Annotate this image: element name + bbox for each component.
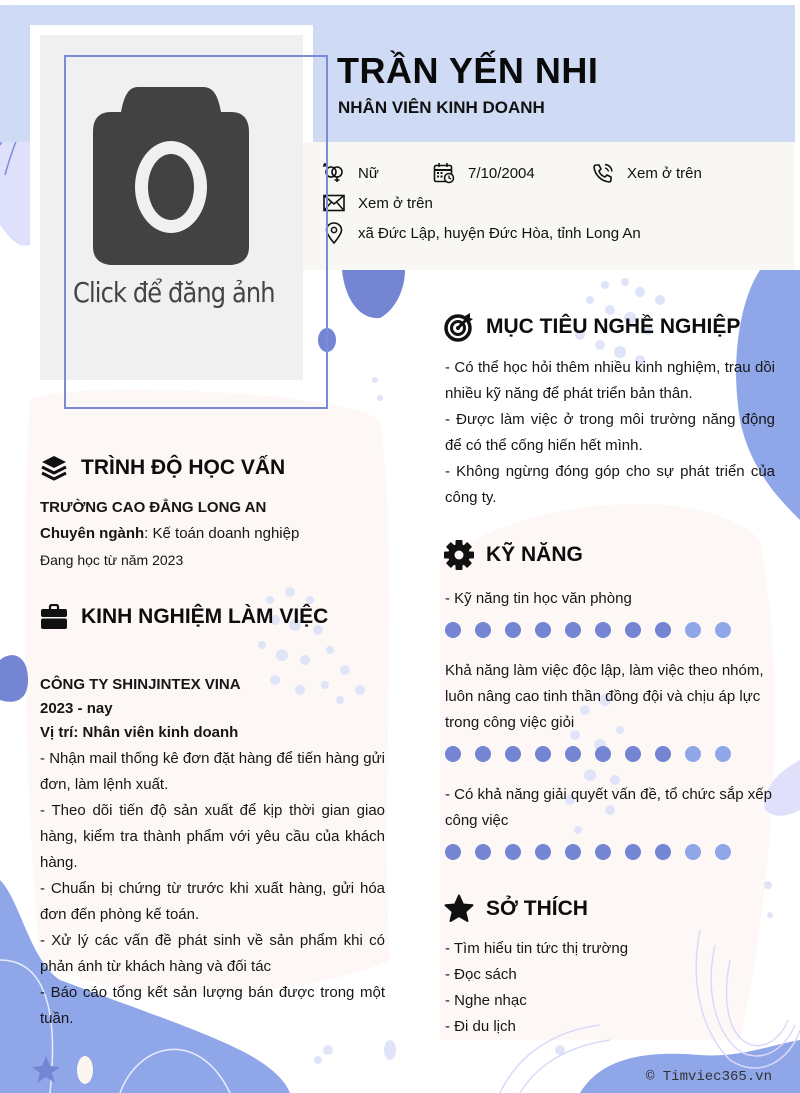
rating-dot-filled: [445, 746, 461, 762]
education-period: Đang học từ năm 2023: [40, 552, 184, 568]
duty-item: - Xử lý các vấn đề phát sinh về sản phẩm khi có phản ánh từ khách hàng và đối tác: [40, 932, 385, 975]
experience-title: KINH NGHIỆM LÀM VIỆC: [81, 605, 329, 628]
objective-title: MỤC TIÊU NGHỀ NGHIỆP: [486, 315, 741, 338]
rating-dot-empty: [715, 844, 731, 860]
skill-label: - Có khả năng giải quyết vấn đề, tổ chức sắp xếp công việc: [445, 786, 772, 829]
duties-list: [40, 746, 385, 1032]
major-value: : Kế toán doanh nghiệp: [144, 525, 300, 542]
rating-dot-filled: [625, 844, 641, 860]
contact-email: [322, 192, 433, 214]
rating-dot-filled: [475, 844, 491, 860]
education-major: [40, 521, 299, 547]
rating-dot-filled: [625, 622, 641, 638]
job-title: NHÂN VIÊN KINH DOANH: [338, 98, 545, 117]
hobbies-list: [445, 936, 775, 1040]
objective-heading: [444, 312, 740, 342]
skill-label: - Kỹ năng tin học văn phòng: [445, 590, 632, 607]
duty-item: - Báo cáo tổng kết sản lượng bán được trong một tuần.: [40, 984, 385, 1027]
phone-value: Xem ở trên: [627, 164, 702, 182]
location-pin-icon: [322, 222, 346, 244]
star-icon: [444, 894, 474, 924]
duty-item: - Nhận mail thống kê đơn đặt hàng để tiến hàng gửi đơn, làm lệnh xuất.: [40, 750, 385, 793]
rating-dot-empty: [685, 746, 701, 762]
rating-dot-filled: [505, 844, 521, 860]
rating-dot-filled: [445, 622, 461, 638]
address-value: xã Đức Lập, huyện Đức Hòa, tỉnh Long An: [358, 224, 641, 242]
contact-gender: [322, 162, 379, 184]
target-icon: [444, 312, 474, 342]
skill-rating: [445, 622, 731, 638]
birthday-value: 7/10/2004: [468, 164, 535, 182]
phone-icon: [591, 162, 615, 184]
skill-label: Khả năng làm việc độc lập, làm việc theo nhóm, luôn nâng cao tinh thần đồng đội và chịu áp lực trong công việc giỏi: [445, 662, 764, 731]
hobby-item: - Đọc sách: [445, 966, 517, 983]
rating-dot-empty: [715, 622, 731, 638]
layers-icon: [39, 453, 69, 483]
rating-dot-filled: [655, 622, 671, 638]
rating-dot-filled: [535, 746, 551, 762]
photo-upload-area[interactable]: [40, 35, 303, 380]
rating-dot-filled: [535, 844, 551, 860]
hobby-item: - Tìm hiểu tin tức thị trường: [445, 940, 629, 957]
candidate-name: TRẦN YẾN NHI: [337, 50, 599, 91]
skills-title: KỸ NĂNG: [486, 543, 583, 566]
gender-icon: [322, 162, 346, 184]
skills-heading: [444, 540, 583, 570]
rating-dot-filled: [655, 746, 671, 762]
photo-upload-label[interactable]: Click để đăng ảnh: [73, 276, 275, 309]
company-name: CÔNG TY SHINJINTEX VINA: [40, 676, 241, 693]
experience-heading: [39, 602, 328, 632]
rating-dot-filled: [505, 746, 521, 762]
rating-dot-filled: [655, 844, 671, 860]
rating-dot-filled: [475, 622, 491, 638]
mail-icon: [322, 192, 346, 214]
rating-dot-filled: [625, 746, 641, 762]
major-label: Chuyên ngành: [40, 525, 145, 542]
gear-icon: [444, 540, 474, 570]
rating-dot-empty: [685, 622, 701, 638]
duty-item: - Theo dõi tiến độ sản xuất để kịp thời gian giao hàng, kiểm tra thành phẩm với yêu cầu của khách hàng.: [40, 802, 385, 871]
rating-dot-empty: [715, 746, 731, 762]
objective-list: [445, 355, 775, 511]
education-title: TRÌNH ĐỘ HỌC VẤN: [81, 456, 286, 479]
contact-box: [294, 142, 794, 270]
calendar-icon: [432, 162, 456, 184]
duty-item: - Chuẩn bị chứng từ trước khi xuất hàng, gửi hóa đơn đến phòng kế toán.: [40, 880, 385, 923]
email-value: Xem ở trên: [358, 194, 433, 212]
work-period: 2023 - nay: [40, 700, 113, 717]
rating-dot-filled: [595, 746, 611, 762]
hobbies-title: SỞ THÍCH: [486, 897, 588, 920]
rating-dot-filled: [565, 622, 581, 638]
hobbies-heading: [444, 894, 588, 924]
work-position: Vị trí: Nhân viên kinh doanh: [40, 724, 239, 741]
gender-value: Nữ: [358, 164, 379, 182]
hobby-item: - Đi du lịch: [445, 1018, 516, 1035]
rating-dot-filled: [535, 622, 551, 638]
briefcase-icon: [39, 602, 69, 632]
objective-item: - Được làm việc ở trong môi trường năng động để có thể cống hiến hết mình.: [445, 411, 775, 454]
objective-item: - Có thể học hỏi thêm nhiều kinh nghiệm, trau dồi nhiều kỹ năng để phát triển bản thân.: [445, 359, 775, 402]
camera-icon: [93, 87, 249, 265]
rating-dot-filled: [565, 844, 581, 860]
rating-dot-filled: [595, 844, 611, 860]
contact-birthday: [432, 162, 535, 184]
skill-rating: [445, 746, 731, 762]
rating-dot-filled: [565, 746, 581, 762]
rating-dot-empty: [685, 844, 701, 860]
contact-address: [322, 222, 641, 244]
hobby-item: - Nghe nhạc: [445, 992, 527, 1009]
contact-phone: [591, 162, 702, 184]
education-heading: [39, 453, 285, 483]
copyright-footer: © Timviec365.vn: [645, 1069, 772, 1085]
rating-dot-filled: [505, 622, 521, 638]
skill-rating: [445, 844, 731, 860]
rating-dot-filled: [445, 844, 461, 860]
objective-item: - Không ngừng đóng góp cho sự phát triển của công ty.: [445, 463, 775, 506]
school-name: TRƯỜNG CAO ĐẲNG LONG AN: [40, 499, 267, 516]
rating-dot-filled: [475, 746, 491, 762]
rating-dot-filled: [595, 622, 611, 638]
